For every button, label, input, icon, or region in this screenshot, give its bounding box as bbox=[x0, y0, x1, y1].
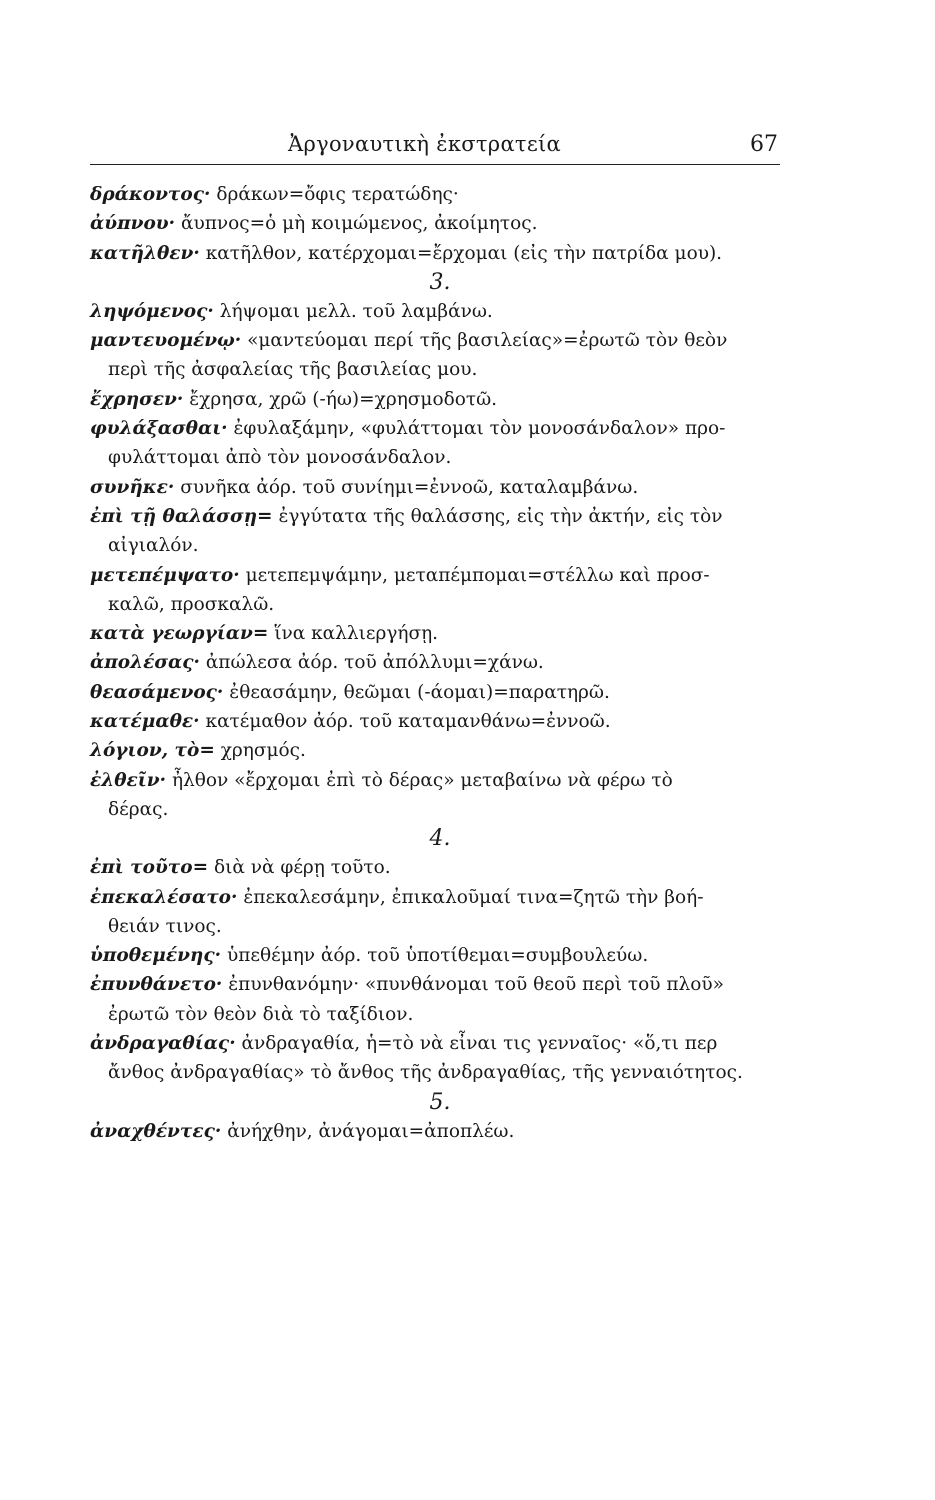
glossary-entry bbox=[90, 619, 782, 648]
entry-lemma: ἀύπνου· bbox=[90, 213, 176, 235]
entry-continuation: δέρας. bbox=[108, 798, 169, 820]
entry-lemma: ἐπὶ τοῦτο= bbox=[90, 857, 209, 879]
entry-definition: ἐπυνθανόμην· «πυνθάνομαι τοῦ θεοῦ περὶ τοῦ πλοῦ» bbox=[228, 974, 724, 996]
glossary-entry bbox=[90, 209, 782, 238]
entry-definition: ἐφυλαξάμην, «φυλάττομαι τὸν μονοσάνδαλον» προ- bbox=[233, 418, 726, 440]
entry-lemma: ληψόμενος· bbox=[90, 300, 214, 322]
entry-lemma: ἐλθεῖν· bbox=[90, 769, 167, 791]
glossary-entry bbox=[90, 678, 782, 707]
glossary-entry bbox=[90, 1029, 782, 1088]
entry-continuation: αἰγιαλόν. bbox=[108, 535, 199, 557]
entry-definition: «μαντεύομαι περί τῆς βασιλείας»=ἐρωτῶ τὸν θεὸν bbox=[247, 330, 728, 352]
entry-lemma: ἀνδραγαθίας· bbox=[90, 1033, 236, 1055]
chapter-title: Ἀργοναυτικὴ ἐκστρατεία bbox=[288, 132, 562, 156]
glossary-content bbox=[90, 180, 782, 1146]
entry-lemma: λόγιον, τὸ= bbox=[90, 740, 215, 762]
glossary-entry bbox=[90, 883, 782, 942]
glossary-entry bbox=[90, 853, 782, 882]
entry-definition: λήψομαι μελλ. τοῦ λαμβάνω. bbox=[219, 300, 493, 322]
entry-definition: ἀνήχθην, ἀνάγομαι=ἀποπλέω. bbox=[227, 1120, 515, 1142]
entry-lemma: ἀναχθέντες· bbox=[90, 1120, 222, 1142]
glossary-entry bbox=[90, 766, 782, 825]
page-number: 67 bbox=[750, 132, 778, 157]
entry-lemma: συνῆκε· bbox=[90, 476, 175, 498]
entry-continuation: θειάν τινος. bbox=[108, 915, 222, 937]
entry-definition: κατῆλθον, κατέρχομαι=ἔρχομαι (εἰς τὴν πατρίδα μου). bbox=[205, 242, 723, 264]
glossary-entry bbox=[90, 736, 782, 765]
entry-continuation: ἄνθος ἀνδραγαθίας» τὸ ἄνθος τῆς ἀνδραγαθίας, τῆς γενναιότητος. bbox=[108, 1062, 743, 1084]
glossary-entry bbox=[90, 414, 782, 473]
section-number: 5. bbox=[429, 1089, 451, 1115]
entry-continuation: ἐρωτῶ τὸν θεὸν διὰ τὸ ταξίδιον. bbox=[108, 1003, 414, 1025]
entry-definition: ἔχρησα, χρῶ (-ήω)=χρησμοδοτῶ. bbox=[189, 388, 498, 410]
entry-lemma: κατὰ γεωργίαν= bbox=[90, 623, 269, 645]
section-number: 4. bbox=[429, 826, 451, 852]
entry-definition: δράκων=ὄφις τερατώδης· bbox=[216, 184, 459, 205]
entry-lemma: φυλάξασθαι· bbox=[90, 418, 228, 440]
glossary-entry bbox=[90, 297, 782, 326]
entry-definition: μετεπεμψάμην, μεταπέμπομαι=στέλλω καὶ προσ- bbox=[245, 564, 710, 586]
entry-definition: ἐθεασάμην, θεῶμαι (-άομαι)=παρατηρῶ. bbox=[229, 681, 610, 703]
entry-lemma: ὑποθεμένης· bbox=[90, 945, 222, 967]
section-number: 3. bbox=[429, 269, 451, 295]
entry-lemma: κατέμαθε· bbox=[90, 711, 200, 733]
entry-lemma: θεασάμενος· bbox=[90, 681, 224, 703]
entry-continuation: καλῶ, προσκαλῶ. bbox=[108, 593, 275, 615]
entry-definition: ἄυπνος=ὁ μὴ κοιμώμενος, ἀκοίμητος. bbox=[180, 213, 538, 235]
glossary-entry bbox=[90, 502, 782, 561]
glossary-entry bbox=[90, 941, 782, 970]
entry-definition: ἦλθον «ἔρχομαι ἐπὶ τὸ δέρας» μεταβαίνω νὰ φέρω τὸ bbox=[171, 769, 673, 791]
entry-lemma: ἐπεκαλέσατο· bbox=[90, 886, 238, 908]
entry-continuation: φυλάττομαι ἀπὸ τὸν μονοσάνδαλον. bbox=[108, 447, 452, 469]
entry-definition: χρησμός. bbox=[220, 740, 306, 762]
entry-lemma: μαντευομένῳ· bbox=[90, 330, 242, 352]
entry-definition: ἀνδραγαθία, ἡ=τὸ νὰ εἶναι τις γενναῖος· «ὅ,τι περ bbox=[241, 1033, 718, 1055]
entry-lemma: ἀπολέσας· bbox=[90, 652, 200, 674]
entry-definition: ἵνα καλλιεργήσῃ. bbox=[274, 623, 439, 645]
entry-lemma: ἐπυνθάνετο· bbox=[90, 974, 223, 996]
glossary-entry bbox=[90, 707, 782, 736]
entry-definition: κατέμαθον ἀόρ. τοῦ καταμανθάνω=ἐννοῶ. bbox=[205, 711, 611, 733]
entry-definition: διὰ νὰ φέρῃ τοῦτο. bbox=[213, 857, 391, 879]
entry-definition: συνῆκα ἀόρ. τοῦ συνίημι=ἐννοῶ, καταλαμβάνω. bbox=[180, 476, 639, 498]
glossary-entry bbox=[90, 648, 782, 677]
entry-continuation: περὶ τῆς ἀσφαλείας τῆς βασιλείας μου. bbox=[108, 359, 478, 381]
entry-definition: ἀπώλεσα ἀόρ. τοῦ ἀπόλλυμι=χάνω. bbox=[205, 652, 544, 674]
glossary-entry bbox=[90, 239, 782, 268]
glossary-entry bbox=[90, 385, 782, 414]
entry-lemma: ἔχρησεν· bbox=[90, 388, 184, 410]
entry-lemma: κατῆλθεν· bbox=[90, 242, 200, 264]
entry-definition: ἐγγύτατα τῆς θαλάσσης, εἰς τὴν ἀκτήν, εἰς τὸν bbox=[278, 505, 723, 527]
glossary-entry bbox=[90, 1117, 782, 1146]
running-header bbox=[90, 132, 780, 165]
glossary-entry bbox=[90, 180, 782, 209]
entry-definition: ἐπεκαλεσάμην, ἐπικαλοῦμαί τινα=ζητῶ τὴν βοή- bbox=[243, 886, 704, 908]
entry-lemma: μετεπέμψατο· bbox=[90, 564, 240, 586]
entry-lemma: ἐπὶ τῇ θαλάσσῃ= bbox=[90, 505, 273, 527]
glossary-entry bbox=[90, 326, 782, 385]
entry-lemma: δράκοντος· bbox=[90, 184, 211, 205]
glossary-entry bbox=[90, 970, 782, 1029]
glossary-entry bbox=[90, 473, 782, 502]
glossary-entry bbox=[90, 561, 782, 620]
entry-definition: ὑπεθέμην ἀόρ. τοῦ ὑποτίθεμαι=συμβουλεύω. bbox=[226, 945, 649, 967]
